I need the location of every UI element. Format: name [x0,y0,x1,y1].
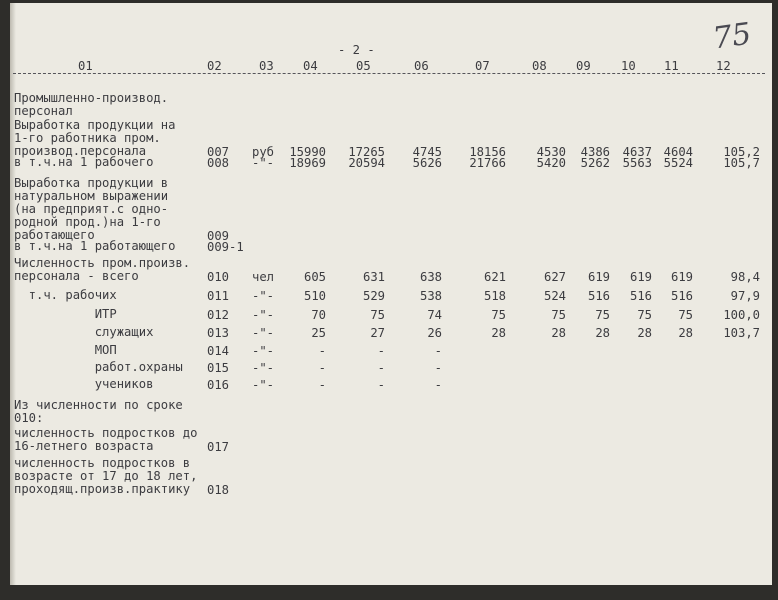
row-value: 605 [303,270,326,284]
row-label: Выработка продукции на 1-го работника пром. производ.персонала [14,118,176,158]
row-value: 516 [587,289,610,303]
row-value: 17265 [348,145,385,159]
page-number: - 2 - [338,43,375,57]
row-label: численность подростков в возрасте от 17 до 18 лет, проходящ.произв.практику [14,456,198,496]
row-value: 4604 [663,145,693,159]
row-code: 018 [207,483,230,497]
row-value: - [377,361,385,375]
row-value: 15990 [289,145,326,159]
row-value: 97,9 [730,289,760,303]
row-value: 28 [595,326,610,340]
row-value: 75 [370,308,385,322]
row-label: численность подростков до 16-летнего возраста [14,426,198,453]
row-value: - [377,344,385,358]
row-value: 28 [678,326,693,340]
row-label: Из численности по сроке 010: [14,398,183,425]
row-value: 18969 [289,156,326,170]
row-code: 012 [207,308,230,322]
row-label: Численность пром.произв. персонала - всего [14,256,191,283]
row-value: 75 [637,308,652,322]
row-value: - [318,378,326,392]
row-value: 619 [670,270,693,284]
row-value: - [434,361,442,375]
row-value: 28 [637,326,652,340]
row-value: 105,2 [723,145,760,159]
row-unit: -"- [252,326,275,340]
column-header-08: 08 [532,59,547,73]
row-code: 013 [207,326,230,340]
row-value: 619 [587,270,610,284]
row-value: 621 [483,270,506,284]
row-unit: -"- [252,344,275,358]
row-value: 70 [311,308,326,322]
row-value: 75 [678,308,693,322]
row-value: 74 [427,308,442,322]
row-value: 28 [491,326,506,340]
row-value: 98,4 [730,270,760,284]
row-value: 27 [370,326,385,340]
row-code: 017 [207,440,230,454]
scan-background [0,585,778,600]
row-code: 009 [207,229,230,243]
row-unit: -"- [252,289,275,303]
row-value: 75 [595,308,610,322]
row-label: Промышленно-производ. персонал [14,91,169,118]
row-value: 5524 [663,156,693,170]
row-unit: -"- [252,378,275,392]
row-label: в т.ч.на 1 работающего [14,239,176,253]
row-value: 5420 [536,156,566,170]
row-label: Выработка продукции в натуральном выражении (на предприят.с одно- родной прод.)на 1-го работающего [14,176,169,242]
row-value: 4637 [622,145,652,159]
row-value: 28 [551,326,566,340]
row-label: МОП [14,343,117,357]
row-unit: -"- [252,361,275,375]
row-value: 631 [362,270,385,284]
column-header-03: 03 [259,59,274,73]
row-unit: чел [252,270,275,284]
row-value: 18156 [469,145,506,159]
document-page [10,3,772,585]
column-header-06: 06 [414,59,429,73]
row-label: в т.ч.на 1 рабочего [14,155,154,169]
column-header-12: 12 [716,59,731,73]
row-value: 5262 [580,156,610,170]
row-value: - [318,361,326,375]
row-code: 007 [207,145,230,159]
row-value: 638 [419,270,442,284]
row-value: - [318,344,326,358]
row-value: 5563 [622,156,652,170]
row-label: служащих [14,325,154,339]
row-value: 75 [491,308,506,322]
row-code: 015 [207,361,230,375]
column-header-07: 07 [475,59,490,73]
row-code: 016 [207,378,230,392]
column-header-10: 10 [621,59,636,73]
row-value: 26 [427,326,442,340]
row-value: 538 [419,289,442,303]
row-value: - [377,378,385,392]
row-value: - [434,378,442,392]
row-value: 510 [303,289,326,303]
row-value: 25 [311,326,326,340]
row-value: 516 [629,289,652,303]
row-value: 5626 [412,156,442,170]
row-label: ИТР [14,307,117,321]
column-header-04: 04 [303,59,318,73]
row-value: 516 [670,289,693,303]
column-header-09: 09 [576,59,591,73]
row-value: 529 [362,289,385,303]
row-value: 4745 [412,145,442,159]
row-code: 010 [207,270,230,284]
row-code: 009-1 [207,240,244,254]
row-value: 619 [629,270,652,284]
row-code: 014 [207,344,230,358]
handwritten-page-mark: 75 [710,16,754,57]
row-code: 011 [207,289,230,303]
row-unit: -"- [252,156,275,170]
row-label: учеников [14,377,154,391]
row-unit: руб [252,145,275,159]
row-label: т.ч. рабочих [14,288,117,302]
column-header-11: 11 [664,59,679,73]
column-header-01: 01 [78,59,93,73]
row-value: 4386 [580,145,610,159]
header-divider [13,73,765,74]
row-value: 103,7 [723,326,760,340]
row-code: 008 [207,156,230,170]
row-value: 21766 [469,156,506,170]
row-value: 524 [543,289,566,303]
row-value: 20594 [348,156,385,170]
row-value: 75 [551,308,566,322]
column-header-05: 05 [356,59,371,73]
row-value: 4530 [536,145,566,159]
row-unit: -"- [252,308,275,322]
row-value: 627 [543,270,566,284]
row-value: 100,0 [723,308,760,322]
row-value: 518 [483,289,506,303]
row-value: 105,7 [723,156,760,170]
row-value: - [434,344,442,358]
row-label: работ.охраны [14,360,183,374]
column-header-02: 02 [207,59,222,73]
